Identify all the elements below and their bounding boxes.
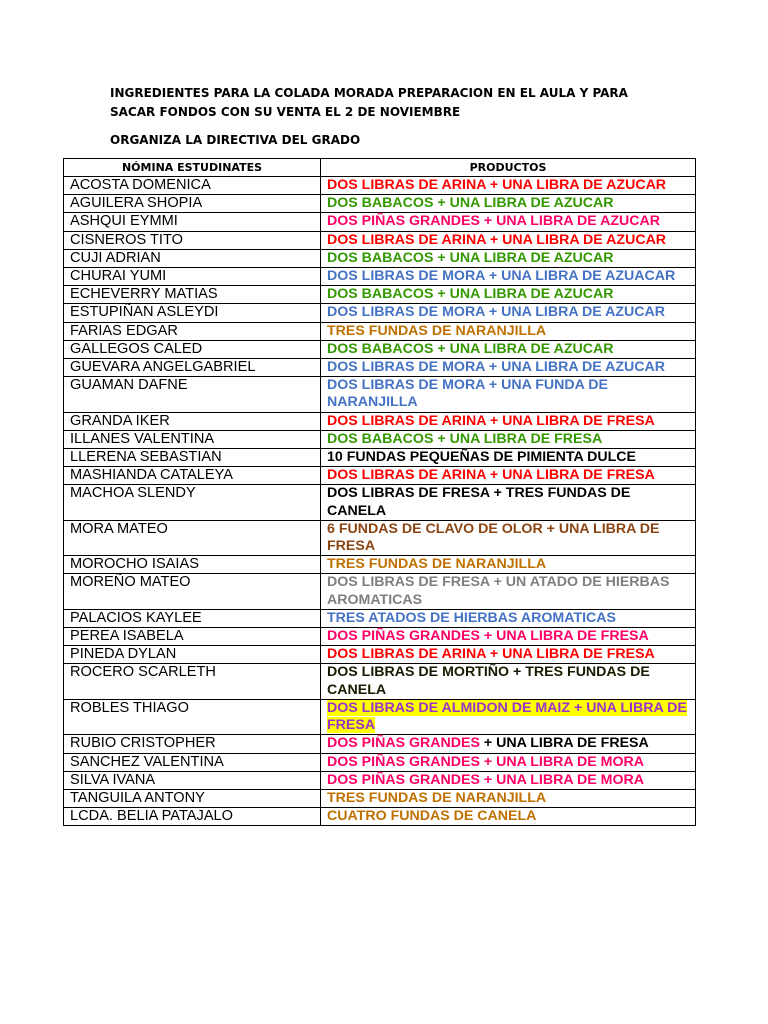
product-text: DOS PIÑAS GRANDES + UNA LIBRA DE FRESA	[327, 628, 649, 645]
product-cell	[321, 789, 696, 807]
product-cell	[321, 664, 696, 699]
column-header-students: NÓMINA ESTUDINATES	[64, 159, 321, 177]
product-text: DOS LIBRAS DE MORA + UNA LIBRA DE AZUCAR	[327, 304, 666, 321]
product-text: DOS BABACOS + UNA LIBRA DE AZUCAR	[327, 286, 614, 303]
table-header-row	[64, 159, 696, 177]
table-row	[64, 322, 696, 340]
product-cell	[321, 808, 696, 826]
table-row	[64, 268, 696, 286]
student-name-cell: ROCERO SCARLETH	[64, 664, 321, 699]
product-text: DOS LIBRAS DE ARINA + UNA LIBRA DE AZUCAR	[327, 231, 667, 248]
table-row	[64, 646, 696, 664]
product-cell	[321, 556, 696, 574]
table-row	[64, 449, 696, 467]
product-cell	[321, 249, 696, 267]
student-name-cell: FARIAS EDGAR	[64, 322, 321, 340]
product-cell	[321, 699, 696, 734]
product-cell	[321, 340, 696, 358]
product-cell	[321, 628, 696, 646]
product-cell	[321, 286, 696, 304]
product-text: DOS BABACOS + UNA LIBRA DE AZUCAR	[327, 195, 614, 212]
product-text: DOS BABACOS + UNA LIBRA DE AZUCAR	[327, 340, 614, 357]
product-cell	[321, 574, 696, 609]
product-text: DOS LIBRAS DE MORA + UNA LIBRA DE AZUCAR	[327, 359, 666, 376]
product-cell	[321, 213, 696, 231]
student-name-cell: MOREÑO MATEO	[64, 574, 321, 609]
product-text: DOS LIBRAS DE MORTIÑO + TRES FUNDAS DE CANELA	[327, 664, 650, 698]
student-name-cell: PALACIOS KAYLEE	[64, 609, 321, 627]
student-name-cell: GRANDA IKER	[64, 412, 321, 430]
product-cell	[321, 735, 696, 753]
product-text: 6 FUNDAS DE CLAVO DE OLOR + UNA LIBRA DE FRESA	[327, 520, 660, 555]
product-cell	[321, 359, 696, 377]
table-body	[64, 177, 696, 826]
table-row	[64, 699, 696, 734]
student-name-cell: LCDA. BELIA PATAJALO	[64, 808, 321, 826]
table-row	[64, 231, 696, 249]
product-text: DOS LIBRAS DE ALMIDON DE MAIZ + UNA LIBRA DE FRESA	[327, 699, 687, 734]
product-cell	[321, 231, 696, 249]
table-row	[64, 753, 696, 771]
product-text: TRES ATADOS DE HIERBAS AROMATICAS	[327, 609, 617, 626]
product-cell	[321, 646, 696, 664]
product-text: DOS LIBRAS DE ARINA + UNA LIBRA DE FRESA	[327, 412, 655, 429]
table-row	[64, 574, 696, 609]
table-row	[64, 213, 696, 231]
product-text: 10 FUNDAS PEQUEÑAS DE PIMIENTA DULCE	[327, 449, 637, 466]
product-cell	[321, 304, 696, 322]
product-cell	[321, 268, 696, 286]
product-text-part: + UNA LIBRA DE FRESA	[479, 735, 649, 752]
product-text: DOS LIBRAS DE MORA + UNA LIBRA DE AZUACAR	[327, 268, 676, 285]
table-row	[64, 412, 696, 430]
product-text: TRES FUNDAS DE NARANJILLA	[327, 322, 547, 339]
product-text: TRES FUNDAS DE NARANJILLA	[327, 789, 547, 806]
product-text: DOS LIBRAS DE ARINA + UNA LIBRA DE FRESA	[327, 646, 655, 663]
student-name-cell: MOROCHO ISAIAS	[64, 556, 321, 574]
table-row	[64, 340, 696, 358]
product-cell	[321, 177, 696, 195]
table-row	[64, 789, 696, 807]
product-text: DOS LIBRAS DE FRESA + TRES FUNDAS DE CANELA	[327, 485, 631, 519]
product-cell	[321, 195, 696, 213]
table-row	[64, 520, 696, 555]
table-row	[64, 430, 696, 448]
student-name-cell: GUAMAN DAFNE	[64, 377, 321, 412]
table-row	[64, 808, 696, 826]
product-cell	[321, 520, 696, 555]
product-cell	[321, 430, 696, 448]
table-row	[64, 485, 696, 520]
product-cell	[321, 753, 696, 771]
student-name-cell: ASHQUI EYMMI	[64, 213, 321, 231]
student-name-cell: GALLEGOS CALED	[64, 340, 321, 358]
student-name-cell: SANCHEZ VALENTINA	[64, 753, 321, 771]
product-text: CUATRO FUNDAS DE CANELA	[327, 808, 537, 825]
student-name-cell: MASHIANDA CATALEYA	[64, 467, 321, 485]
column-header-products: PRODUCTOS	[321, 159, 696, 177]
table-row	[64, 556, 696, 574]
product-cell	[321, 412, 696, 430]
product-text-part: DOS PIÑAS GRANDES	[327, 735, 480, 752]
table-row	[64, 177, 696, 195]
student-name-cell: RUBIO CRISTOPHER	[64, 735, 321, 753]
product-cell	[321, 322, 696, 340]
student-name-cell: AGUILERA SHOPIA	[64, 195, 321, 213]
student-name-cell: ROBLES THIAGO	[64, 699, 321, 734]
table-row	[64, 609, 696, 627]
product-text: DOS LIBRAS DE ARINA + UNA LIBRA DE FRESA	[327, 467, 655, 484]
student-name-cell: GUEVARA ANGELGABRIEL	[64, 359, 321, 377]
table-row	[64, 467, 696, 485]
student-name-cell: MORA MATEO	[64, 520, 321, 555]
student-name-cell: PEREA ISABELA	[64, 628, 321, 646]
student-name-cell: MACHOA SLENDY	[64, 485, 321, 520]
table-row	[64, 304, 696, 322]
product-cell	[321, 771, 696, 789]
student-name-cell: ACOSTA DOMENICA	[64, 177, 321, 195]
table-row	[64, 628, 696, 646]
document-subtitle: ORGANIZA LA DIRECTIVA DEL GRADO	[110, 133, 361, 147]
product-text: DOS LIBRAS DE MORA + UNA FUNDA DE NARANJILLA	[327, 377, 608, 411]
table-row	[64, 195, 696, 213]
student-name-cell: ESTUPIÑAN ASLEYDI	[64, 304, 321, 322]
product-cell	[321, 467, 696, 485]
student-name-cell: TANGUILA ANTONY	[64, 789, 321, 807]
student-name-cell: CHURAI YUMI	[64, 268, 321, 286]
table-row	[64, 664, 696, 699]
student-name-cell: SILVA IVANA	[64, 771, 321, 789]
product-text: DOS LIBRAS DE ARINA + UNA LIBRA DE AZUCAR	[327, 177, 667, 193]
product-text: TRES FUNDAS DE NARANJILLA	[327, 556, 547, 573]
table-row	[64, 286, 696, 304]
document-title: INGREDIENTES PARA LA COLADA MORADA PREPARACION EN EL AULA Y PARA SACAR FONDOS CON SU VENTA EL 2 DE NOVIEMBRE	[110, 86, 628, 119]
product-cell	[321, 485, 696, 520]
student-name-cell: ECHEVERRY MATIAS	[64, 286, 321, 304]
product-text: DOS PIÑAS GRANDES + UNA LIBRA DE AZUCAR	[327, 213, 661, 230]
table-row	[64, 249, 696, 267]
table-row	[64, 735, 696, 753]
product-text: DOS PIÑAS GRANDES + UNA LIBRA DE MORA	[327, 753, 645, 770]
product-text: DOS PIÑAS GRANDES + UNA LIBRA DE MORA	[327, 771, 645, 788]
product-text: DOS BABACOS + UNA LIBRA DE FRESA	[327, 430, 603, 447]
table-row	[64, 359, 696, 377]
product-cell	[321, 609, 696, 627]
table-row	[64, 771, 696, 789]
product-cell	[321, 449, 696, 467]
student-name-cell: LLERENA SEBASTIAN	[64, 449, 321, 467]
table-row	[64, 377, 696, 412]
ingredients-table	[63, 158, 696, 826]
product-text: DOS BABACOS + UNA LIBRA DE AZUCAR	[327, 249, 614, 266]
student-name-cell: PINEDA DYLAN	[64, 646, 321, 664]
student-name-cell: CISNEROS TITO	[64, 231, 321, 249]
student-name-cell: CUJI ADRIAN	[64, 249, 321, 267]
student-name-cell: ILLANES VALENTINA	[64, 430, 321, 448]
product-cell	[321, 377, 696, 412]
product-text: DOS LIBRAS DE FRESA + UN ATADO DE HIERBAS AROMATICAS	[327, 574, 670, 608]
